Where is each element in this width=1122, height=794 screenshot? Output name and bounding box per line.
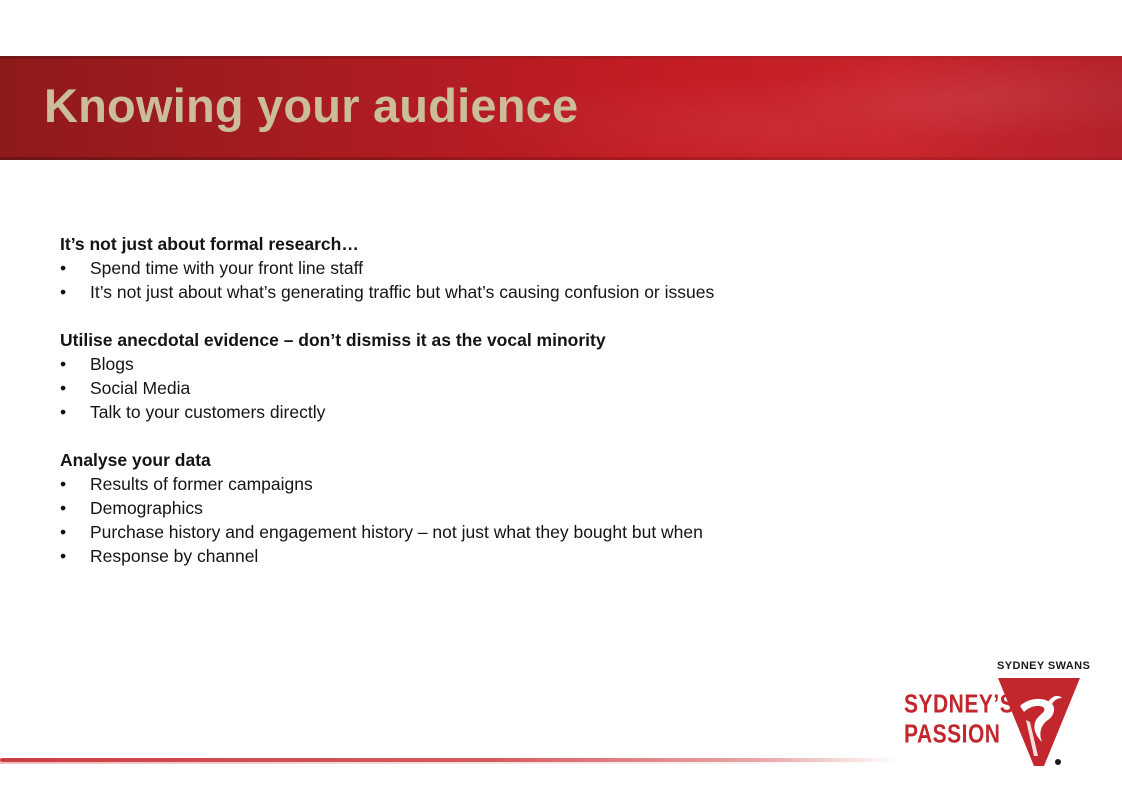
list-item bbox=[60, 352, 1060, 376]
section-formal-research bbox=[60, 232, 1060, 304]
list-item bbox=[60, 472, 1060, 496]
list-item bbox=[60, 376, 1060, 400]
bullet-icon: • bbox=[60, 498, 67, 518]
sydney-swans-logo bbox=[902, 660, 1091, 770]
list-item bbox=[60, 544, 1060, 568]
bullet-icon: • bbox=[60, 522, 67, 542]
section-heading: It’s not just about formal research… bbox=[60, 234, 359, 254]
bullet-icon: • bbox=[60, 282, 67, 302]
section-heading: Analyse your data bbox=[60, 450, 211, 470]
title-banner bbox=[0, 56, 1122, 160]
list-item bbox=[60, 400, 1060, 424]
list-item-text: Results of former campaigns bbox=[90, 474, 313, 494]
list-item-text: Purchase history and engagement history – not just what they bought but when bbox=[90, 522, 703, 542]
bullet-list bbox=[60, 472, 1060, 568]
list-item-text: It’s not just about what’s generating traffic but what’s causing confusion or issues bbox=[90, 282, 715, 302]
section-analyse-data bbox=[60, 448, 1060, 568]
bullet-list bbox=[60, 352, 1060, 424]
section-heading: Utilise anecdotal evidence – don’t dismiss it as the vocal minority bbox=[60, 330, 606, 350]
bullet-icon: • bbox=[60, 378, 67, 398]
bullet-icon: • bbox=[60, 546, 67, 566]
list-item bbox=[60, 496, 1060, 520]
bullet-list bbox=[60, 256, 1060, 304]
list-item-text: Social Media bbox=[90, 378, 191, 398]
list-item-text: Talk to your customers directly bbox=[90, 402, 326, 422]
bullet-icon: • bbox=[60, 474, 67, 494]
bullet-icon: • bbox=[60, 402, 67, 422]
bullet-icon: • bbox=[60, 258, 67, 278]
list-item-text: Blogs bbox=[90, 354, 134, 374]
list-item-text: Response by channel bbox=[90, 546, 259, 566]
list-item-text: Demographics bbox=[90, 498, 203, 518]
footer-divider bbox=[0, 758, 900, 762]
bullet-icon: • bbox=[60, 354, 67, 374]
list-item bbox=[60, 256, 1060, 280]
list-item bbox=[60, 280, 1060, 304]
logo-top-text: SYDNEY SWANS bbox=[997, 660, 1091, 672]
slide-title: Knowing your audience bbox=[44, 79, 579, 132]
slide-content bbox=[60, 232, 1060, 592]
logo-line1: SYDNEY’S bbox=[904, 690, 1015, 719]
list-item-text: Spend time with your front line staff bbox=[90, 258, 364, 278]
section-anecdotal-evidence bbox=[60, 328, 1060, 424]
logo-line2: PASSION bbox=[904, 720, 1001, 749]
list-item bbox=[60, 520, 1060, 544]
